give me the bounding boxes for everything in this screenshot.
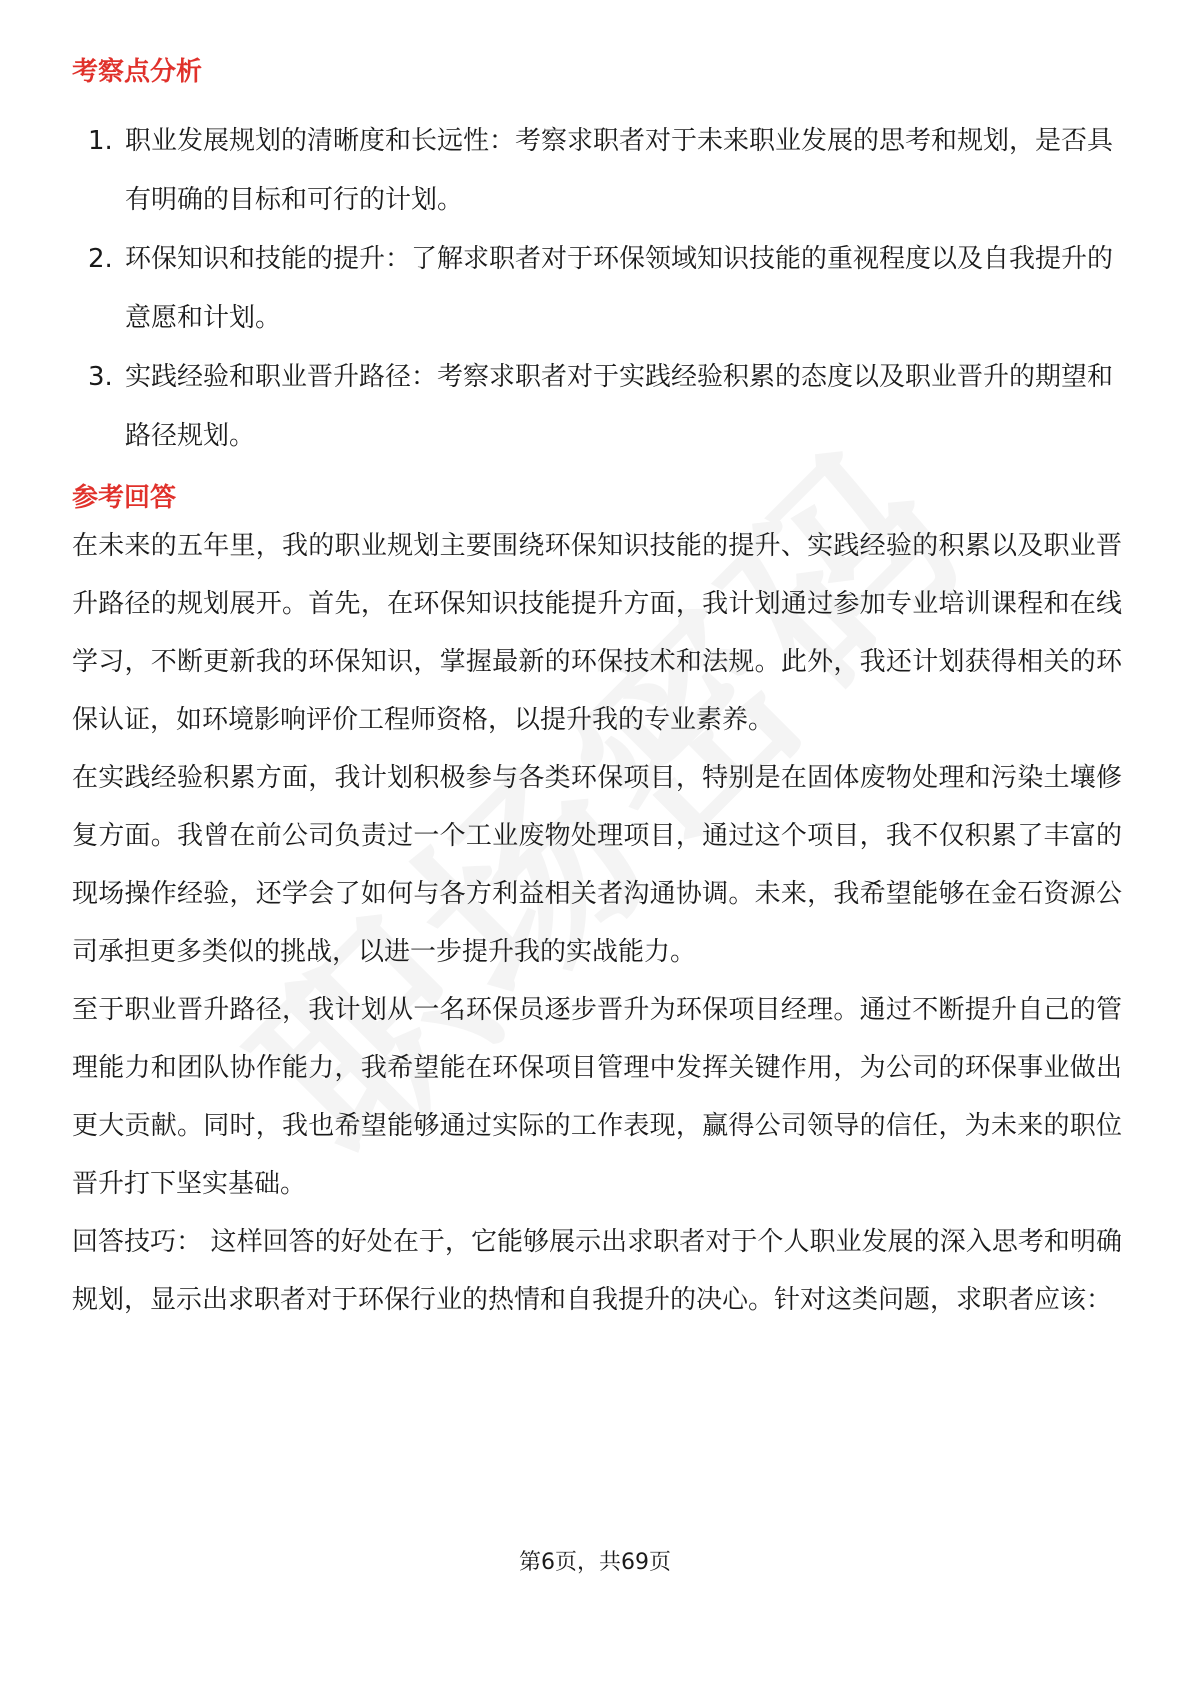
answer-paragraph: 至于职业晋升路径，我计划从一名环保员逐步晋升为环保项目经理。通过不断提升自己的管理能力和团队协作能力，我希望能在环保项目管理中发挥关键作用，为公司的环保事业做出更大贡献。同时，我也希望能够通过实际的工作表现，赢得公司领导的信任，为未来的职位晋升打下坚实基础。 bbox=[72, 994, 1122, 1199]
section-heading-analysis: 考察点分析 bbox=[72, 57, 203, 87]
list-item bbox=[72, 112, 1122, 230]
list-item bbox=[72, 348, 1122, 466]
list-item-text: 实践经验和职业晋升路径：考察求职者对于实践经验积累的态度以及职业晋升的期望和路径规划。 bbox=[125, 362, 1114, 452]
list-item bbox=[72, 230, 1122, 348]
answer-tips-paragraph: 回答技巧： 这样回答的好处在于，它能够展示出求职者对于个人职业发展的深入思考和明确规划，显示出求职者对于环保行业的热情和自我提升的决心。针对这类问题，求职者应该： bbox=[72, 1226, 1122, 1315]
analysis-points-list bbox=[72, 112, 1122, 466]
list-item-number: 1. bbox=[88, 126, 113, 157]
answer-paragraph: 在未来的五年里，我的职业规划主要围绕环保知识技能的提升、实践经验的积累以及职业晋升路径的规划展开。首先，在环保知识技能提升方面，我计划通过参加专业培训课程和在线学习，不断更新我的环保知识，掌握最新的环保技术和法规。此外，我还计划获得相关的环保认证，如环境影响评价工程师资格，以提升我的专业素养。 bbox=[72, 530, 1122, 735]
list-item-text: 环保知识和技能的提升：了解求职者对于环保领域知识技能的重视程度以及自我提升的意愿和计划。 bbox=[125, 244, 1114, 334]
section-heading-reference-answer: 参考回答 bbox=[72, 483, 177, 514]
list-item-number: 3. bbox=[88, 362, 113, 393]
answer-paragraph: 在实践经验积累方面，我计划积极参与各类环保项目，特别是在固体废物处理和污染土壤修复方面。我曾在前公司负责过一个工业废物处理项目，通过这个项目，我不仅积累了丰富的现场操作经验，还学会了如何与各方利益相关者沟通协调。未来，我希望能够在金石资源公司承担更多类似的挑战，以进一步提升我的实战能力。 bbox=[72, 762, 1122, 967]
page-content bbox=[72, 40, 1122, 1329]
list-item-text: 职业发展规划的清晰度和长远性：考察求职者对于未来职业发展的思考和规划，是否具有明确的目标和可行的计划。 bbox=[125, 126, 1114, 216]
list-item-number: 2. bbox=[88, 244, 113, 275]
page-number: 第6页，共69页 bbox=[519, 1550, 671, 1575]
